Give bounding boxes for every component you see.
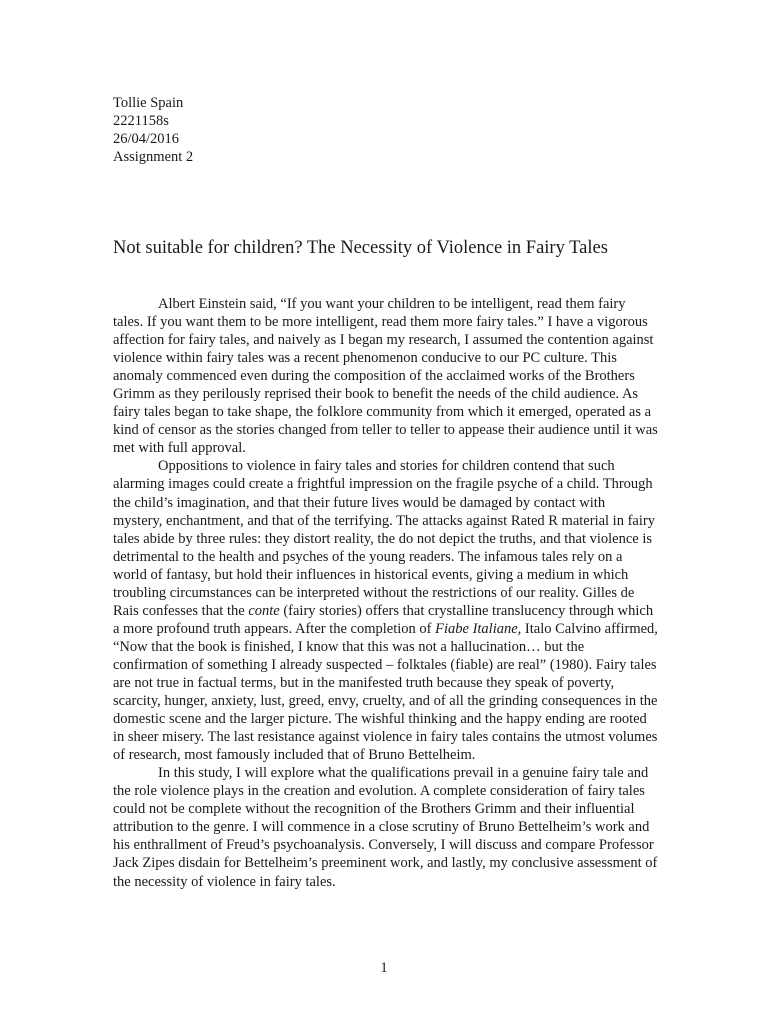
page-number: 1: [380, 960, 388, 976]
paragraph-3: [113, 764, 658, 890]
italic-term-conte: conte: [248, 602, 280, 619]
paragraph-text: Oppositions to violence in fairy tales and stories for children contend that such alarming images could create a frightful impression on the fragile psyche of a child. Through the child’s imagination, and that their future lives would be damaged by contact with mystery, enchantment, and that of the terrifying. The attacks against Rated R material in fairy tales abide by three rules: they distort reality, the do not depict the truths, and that violence is detrimental to the health and psyches of the young readers. The infamous tales rely on a world of fantasy, but hold their influences in historical events, giving a medium in which troubling circumstances can be interpreted without the restrictions of our reality. Gilles de Rais confesses that the: [113, 458, 655, 619]
paragraph-1: [113, 295, 658, 457]
submission-date: 26/04/2016: [113, 131, 180, 147]
author-header: [113, 94, 193, 166]
student-id: 2221158s: [113, 113, 169, 129]
document-title: Not suitable for children? The Necessity of Violence in Fairy Tales: [113, 238, 608, 258]
paragraph-2: [113, 457, 658, 764]
paragraph-text: In this study, I will explore what the qualifications prevail in a genuine fairy tale and the role violence plays in the creation and evolution. A complete consideration of fairy tales could not be complete without the recognition of the Brothers Grimm and their influential attribution to the genre. I will commence in a close scrutiny of Bruno Bettelheim’s work and his enthrallment of Freud’s psychoanalysis. Conversely, I will discuss and compare Professor Jack Zipes disdain for Bettelheim’s preeminent work, and lastly, my conclusive assessment of the necessity of violence in fairy tales.: [113, 765, 658, 890]
body-text: [113, 295, 658, 891]
assignment-label: Assignment 2: [113, 149, 194, 165]
author-name: Tollie Spain: [113, 95, 184, 111]
italic-title-fiabe-italiane: Fiabe Italiane,: [435, 620, 522, 637]
paragraph-text: (fairy stories) offers that crystalline translucency through which a more profound truth appears. After the completion of: [113, 602, 654, 637]
paragraph-text: Albert Einstein said, “If you want your children to be intelligent, read them fairy tales. If you want them to be more intelligent, read them more fairy tales.” I have a vigorous affection for fairy tales, and naively as I began my research, I assumed the contention against violence within fairy tales was a recent phenomenon conducive to our PC culture. This anomaly commenced even during the composition of the acclaimed works of the Brothers Grimm as they perilously reprised their book to benefit the needs of the child audience. As fairy tales began to take shape, the folklore community from which it emerged, operated as a kind of censor as the stories changed from teller to teller to appease their audience until it was met with full approval.: [113, 296, 658, 457]
paragraph-text: Italo Calvino affirmed, “Now that the book is finished, I know that this was not a hallucination… but the confirmation of something I already suspected – folktales (fiable) are real” (1980). Fairy tales are not true in factual terms, but in the manifested truth because they speak of poverty, scarcity, hunger, anxiety, lust, greed, envy, cruelty, and of all the grinding consequences in the domestic scene and the larger picture. The wishful thinking and the happy ending are rooted in sheer misery. The last resistance against violence in fairy tales contains the utmost volumes of research, most famously included that of Bruno Bettelheim.: [113, 620, 658, 764]
